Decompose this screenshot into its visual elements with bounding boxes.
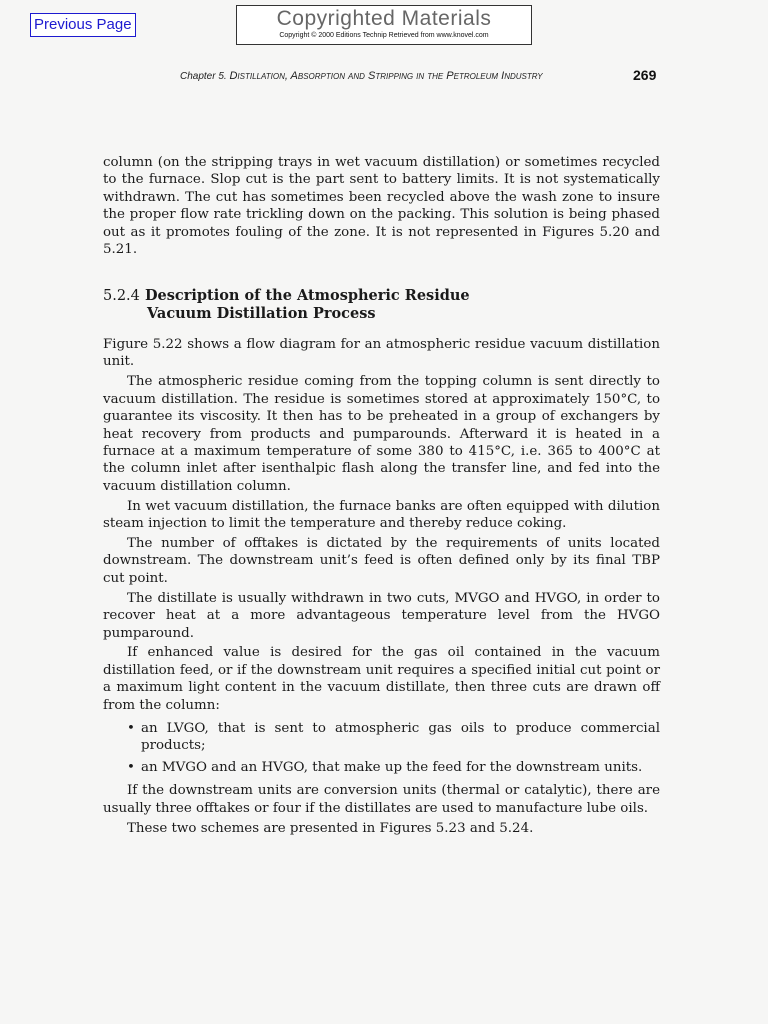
section-heading (103, 287, 660, 323)
paragraph: The atmospheric residue coming from the topping column is sent directly to vacuum distillation. The residue is sometimes stored at approximately 150°C, to guarantee its viscosity. It then has to be preheated in a group of exchangers by heat recovery from products and pumparounds. Afterward it is heated in a furnace at a maximum temperature of some 380 to 415°C, i.e. 365 to 400°C at the column inlet after isenthalpic flash along the transfer line, and fed into the vacuum distillation column. (103, 374, 660, 494)
bullet-list (103, 720, 660, 776)
paragraph: These two schemes are presented in Figures 5.23 and 5.24. (127, 820, 534, 836)
paragraph: The number of offtakes is dictated by the requirements of units located downstream. The downstream unit’s feed is often defined only by its final TBP cut point. (103, 535, 660, 586)
page-number: 269 (633, 67, 657, 83)
top-text-block (103, 154, 660, 261)
section-title-line2: Vacuum Distillation Process (147, 305, 376, 322)
section-number: 5.2.4 (103, 288, 140, 304)
bullet-icon: • (127, 721, 135, 737)
paragraph: The distillate is usually withdrawn in two cuts, MVGO and HVGO, in order to recover heat at a more advantageous temperature level from the HVGO pumparound. (103, 590, 660, 641)
paragraph: If the downstream units are conversion units (thermal or catalytic), there are usually three offtakes or four if the distillates are used to manufacture lube oils. (103, 783, 660, 816)
copyright-subtitle: Copyright © 2000 Editions Technip Retrieved from www.knovel.com (279, 32, 489, 39)
list-item (103, 759, 660, 776)
list-item-text: an MVGO and an HVGO, that make up the feed for the downstream units. (141, 759, 643, 775)
section-title-line1: Description of the Atmospheric Residue (144, 287, 470, 304)
paragraph: column (on the stripping trays in wet vacuum distillation) or sometimes recycled to the furnace. Slop cut is the part sent to battery limits. It is not systematically withdrawn. The cut has sometimes been recycled above the wash zone to insure the proper flow rate trickling down on the packing. This solution is being phased out as it promotes fouling of the zone. It is not represented in Figures 5.20 and 5.21. (103, 155, 660, 258)
body-text-block (103, 336, 660, 839)
copyright-banner (236, 5, 532, 45)
bullet-icon: • (127, 759, 135, 775)
paragraph: Figure 5.22 shows a flow diagram for an atmospheric residue vacuum distillation unit. (103, 337, 660, 370)
list-item-text: an LVGO, that is sent to atmospheric gas oils to produce commercial products; (141, 721, 660, 754)
chapter-label: Chapter 5. (180, 71, 227, 82)
copyright-title: Copyrighted Materials (276, 7, 492, 30)
chapter-title: Distillation, Absorption and Stripping in the Petroleum Industry (229, 70, 543, 82)
running-header (180, 70, 660, 82)
previous-page-button[interactable]: Previous Page (30, 13, 136, 37)
paragraph: If enhanced value is desired for the gas oil contained in the vacuum distillation feed, or if the downstream unit requires a specified initial cut point or a maximum light content in the vacuum distillate, then three cuts are drawn off from the column: (103, 645, 660, 713)
list-item (103, 720, 660, 755)
paragraph: In wet vacuum distillation, the furnace banks are often equipped with dilution steam injection to limit the temperature and thereby reduce coking. (103, 498, 660, 532)
